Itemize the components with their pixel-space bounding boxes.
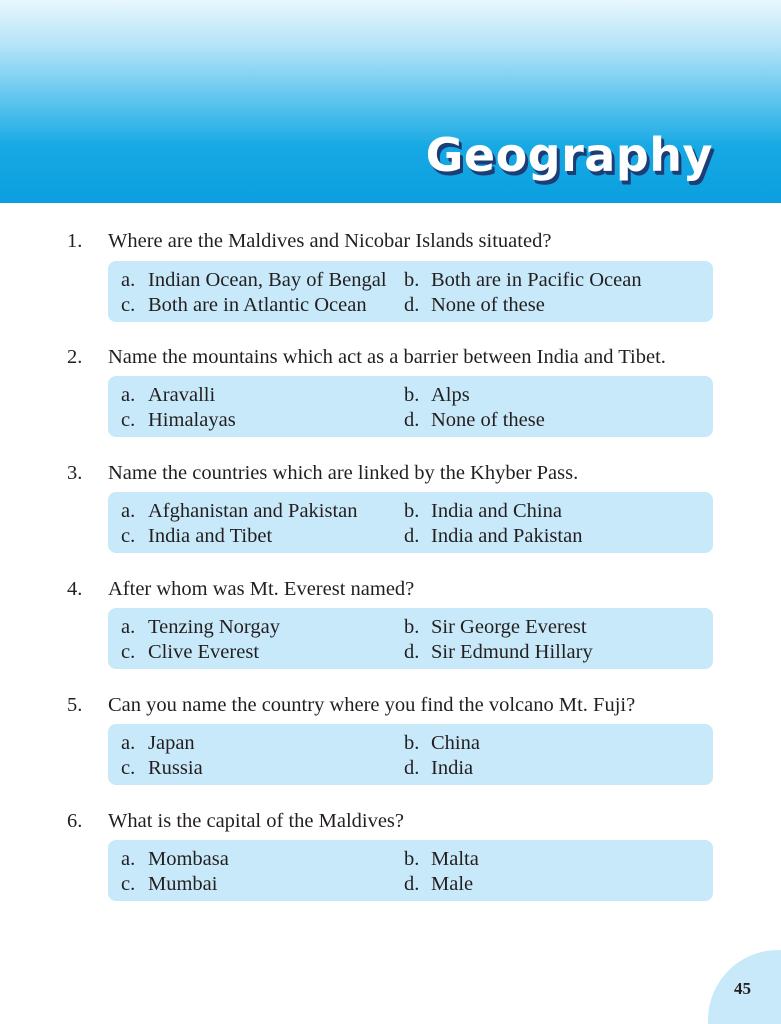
option-c[interactable] [121,408,236,432]
option-text: Mombasa [148,848,229,870]
option-a[interactable] [121,847,229,871]
option-letter: c. [121,294,136,316]
option-text: Tenzing Norgay [148,616,280,638]
option-b[interactable] [404,268,642,292]
option-text: Sir George Everest [431,616,587,638]
option-a[interactable] [121,615,280,639]
option-a[interactable] [121,268,387,292]
option-text: Aravalli [148,384,216,406]
options-box [108,376,713,437]
option-text: None of these [431,409,545,431]
option-text: Male [431,873,474,895]
option-letter: d. [404,525,420,547]
question-text: Name the mountains which act as a barrier between India and Tibet. [108,346,666,368]
option-d[interactable] [404,640,593,664]
question-number: 3. [67,462,83,484]
question-text: Name the countries which are linked by the Khyber Pass. [108,462,579,484]
option-letter: c. [121,757,136,779]
option-text: India and China [431,500,562,522]
question-text: Can you name the country where you find the volcano Mt. Fuji? [108,694,636,716]
option-text: Both are in Atlantic Ocean [148,294,367,316]
option-letter: b. [404,500,420,522]
option-letter: a. [121,616,136,638]
option-b[interactable] [404,615,587,639]
option-letter: a. [121,269,136,291]
option-c[interactable] [121,872,217,896]
option-d[interactable] [404,756,473,780]
question-number: 1. [67,230,83,252]
question-text: After whom was Mt. Everest named? [108,578,415,600]
option-text: India and Tibet [148,525,273,547]
option-text: India and Pakistan [431,525,583,547]
question-number: 5. [67,694,83,716]
option-letter: a. [121,848,136,870]
page-title: Geography [425,128,713,182]
option-c[interactable] [121,756,203,780]
option-b[interactable] [404,499,562,523]
option-text: Sir Edmund Hillary [431,641,593,663]
option-d[interactable] [404,524,582,548]
option-text: Japan [148,732,195,754]
option-c[interactable] [121,524,272,548]
option-text: Afghanistan and Pakistan [148,500,358,522]
option-letter: b. [404,732,420,754]
option-letter: d. [404,757,420,779]
option-letter: c. [121,873,136,895]
option-text: Clive Everest [148,641,260,663]
option-a[interactable] [121,731,195,755]
option-letter: b. [404,269,420,291]
question-number: 6. [67,810,83,832]
question-text: What is the capital of the Maldives? [108,810,405,832]
option-d[interactable] [404,408,545,432]
option-c[interactable] [121,640,259,664]
option-letter: d. [404,409,420,431]
options-box [108,261,713,322]
question-number: 4. [67,578,83,600]
option-letter: d. [404,294,420,316]
option-text: Malta [431,848,479,870]
option-text: None of these [431,294,545,316]
option-letter: c. [121,525,136,547]
question-text: Where are the Maldives and Nicobar Islands situated? [108,230,552,252]
option-text: Russia [148,757,203,779]
option-letter: a. [121,500,136,522]
option-c[interactable] [121,293,367,317]
option-text: Indian Ocean, Bay of Bengal [148,269,387,291]
options-box [108,724,713,785]
option-d[interactable] [404,872,473,896]
options-box [108,608,713,669]
option-a[interactable] [121,499,358,523]
option-b[interactable] [404,847,479,871]
option-text: Himalayas [148,409,236,431]
options-box [108,492,713,553]
option-d[interactable] [404,293,545,317]
option-text: China [431,732,480,754]
option-letter: a. [121,732,136,754]
question-number: 2. [67,346,83,368]
options-box [108,840,713,901]
option-letter: d. [404,873,420,895]
option-letter: a. [121,384,136,406]
option-text: Alps [431,384,470,406]
option-text: Both are in Pacific Ocean [431,269,642,291]
option-letter: b. [404,616,420,638]
option-text: India [431,757,474,779]
option-a[interactable] [121,383,215,407]
option-b[interactable] [404,383,470,407]
option-text: Mumbai [148,873,218,895]
option-letter: c. [121,641,136,663]
page-number: 45 [734,979,751,998]
option-b[interactable] [404,731,480,755]
option-letter: d. [404,641,420,663]
option-letter: b. [404,384,420,406]
option-letter: b. [404,848,420,870]
option-letter: c. [121,409,136,431]
